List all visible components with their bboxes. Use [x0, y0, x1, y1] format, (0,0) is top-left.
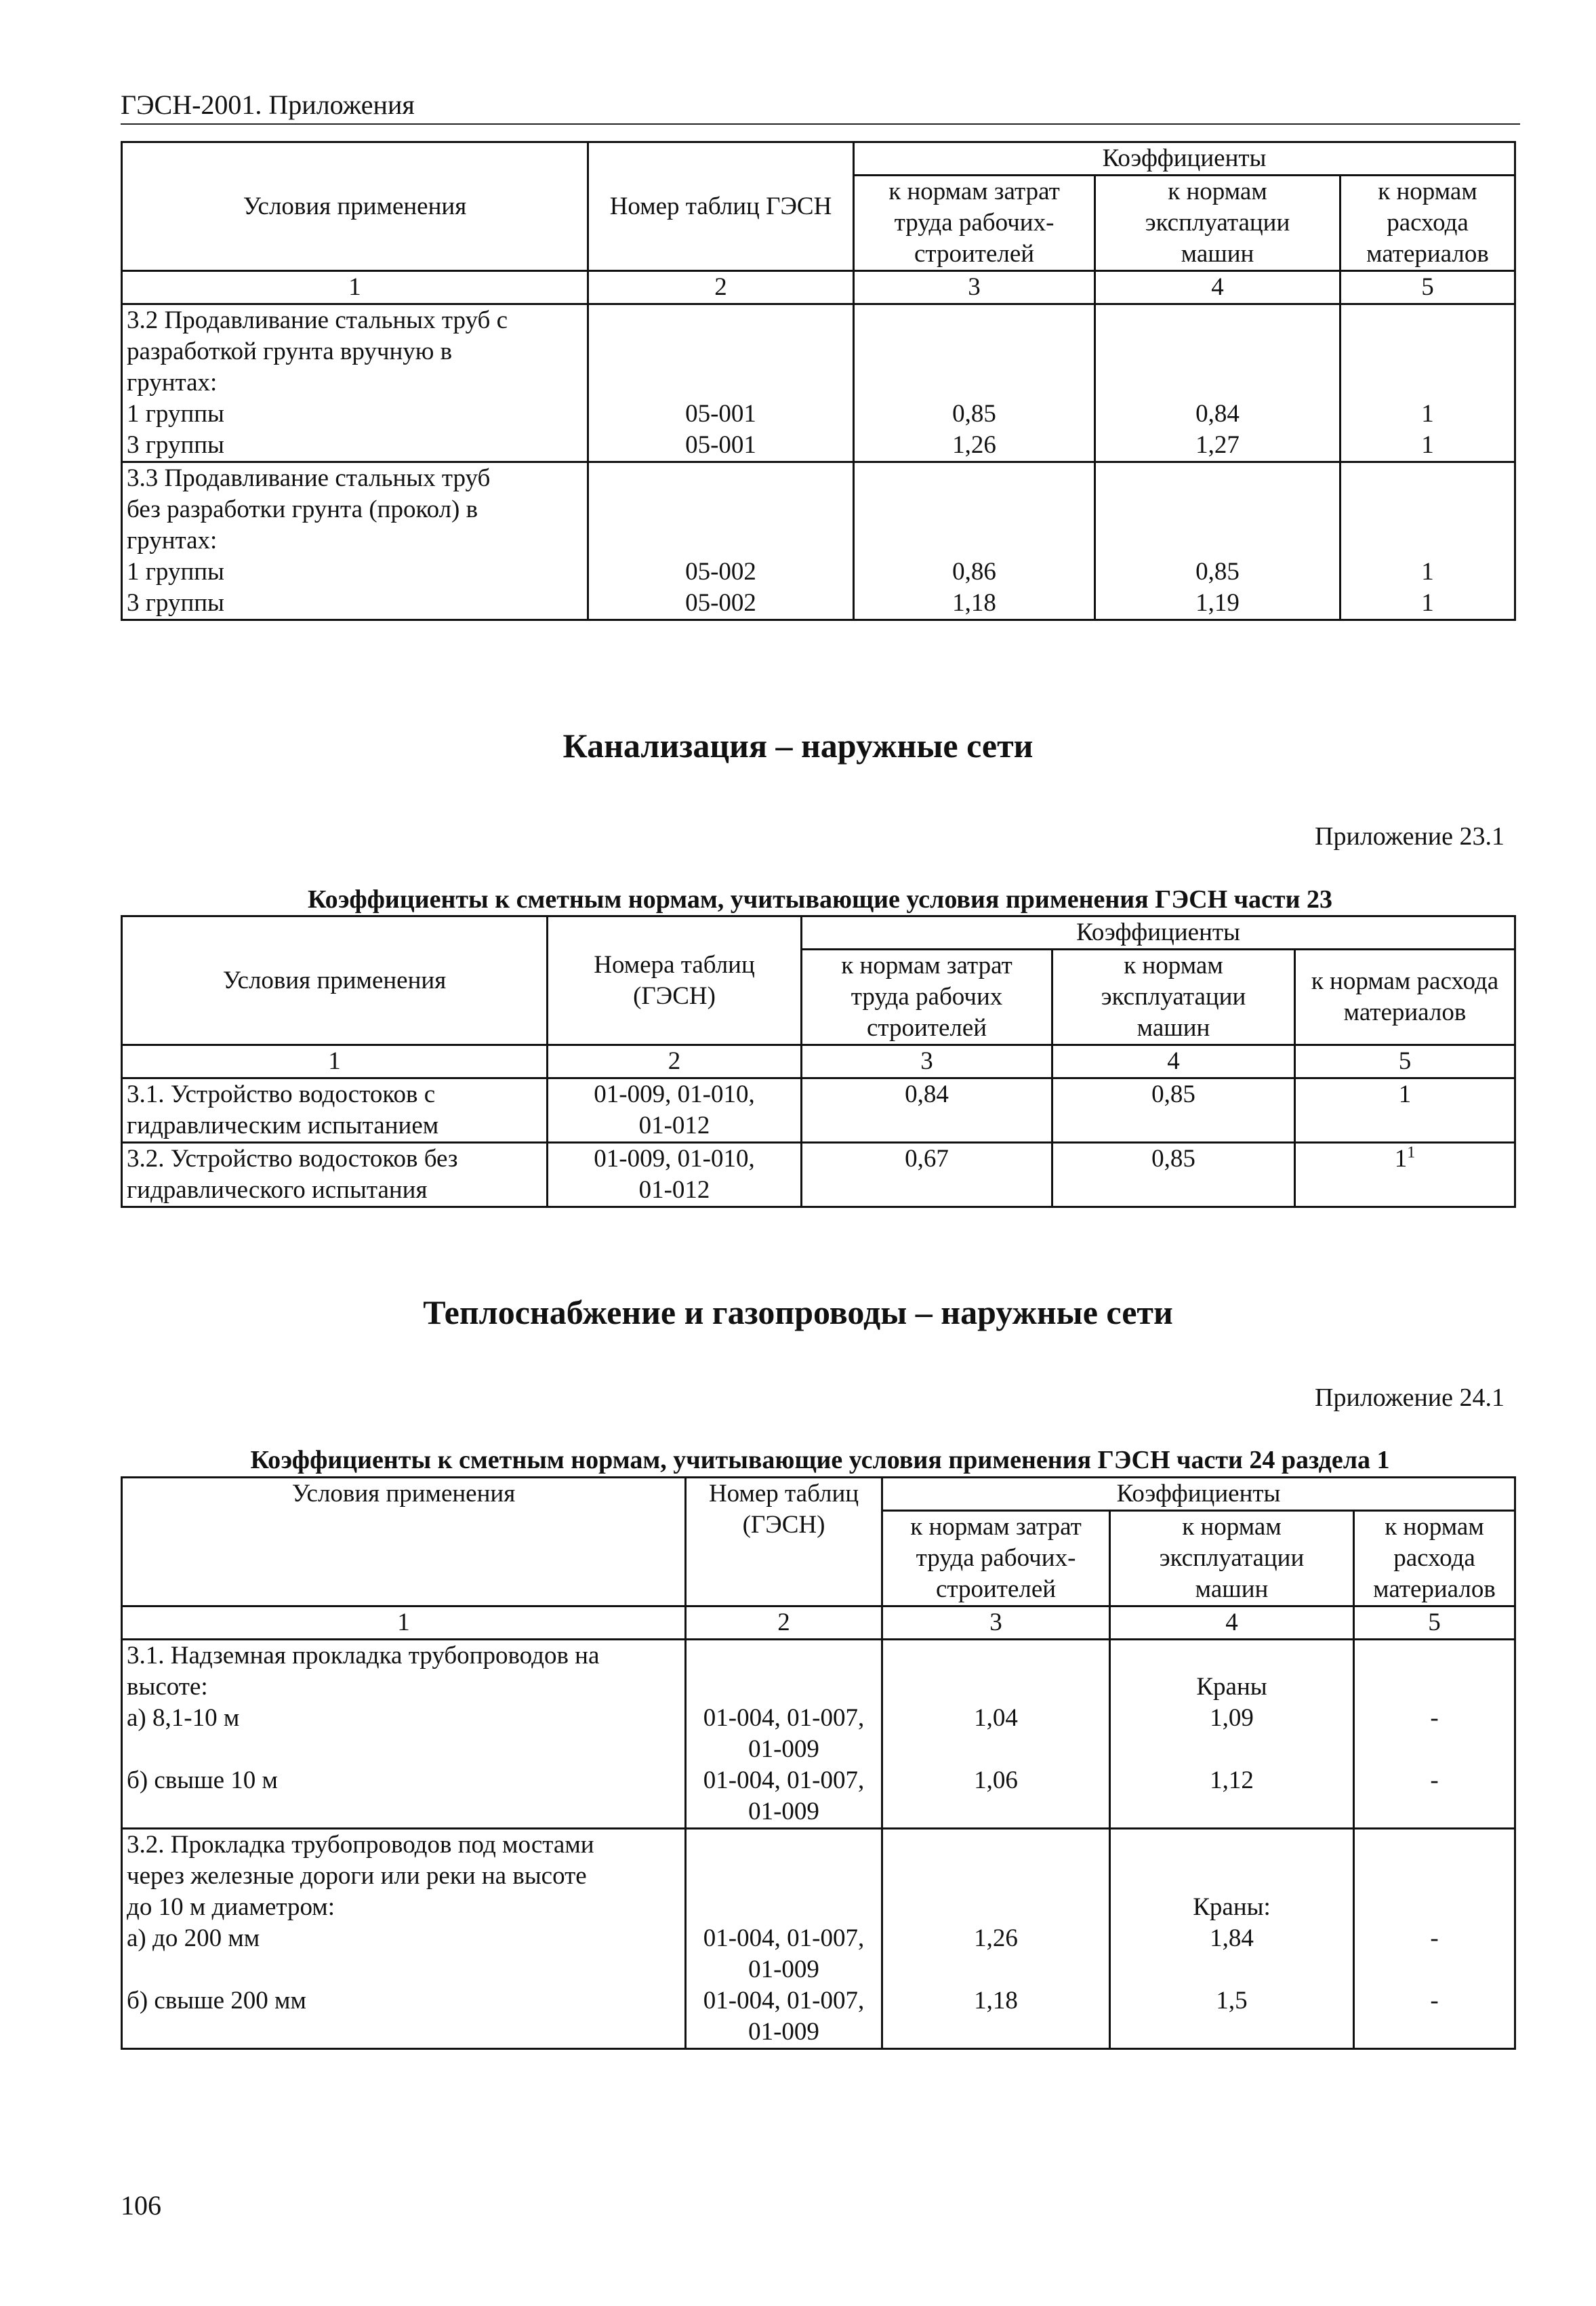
row-conditions: 3.3 Продавливание стальных труб без разработки грунта (прокол) в грунтах: 1 группы 3 группы [122, 462, 588, 620]
column-number-row: 1 2 3 4 5 [122, 1045, 1515, 1078]
section-title-sewerage: Канализация – наружные сети [562, 727, 1034, 765]
table-row [122, 1829, 1515, 2049]
row-table-no: 01-004, 01-007, 01-009 01-004, 01-007, 01-009 [686, 1640, 882, 1829]
row-table-no: 01-009, 01-010, 01-012 [548, 1143, 802, 1207]
footnote-mark: 1 [1407, 1144, 1416, 1162]
col-header-table-no: Номер таблиц ГЭСН [588, 142, 854, 271]
table-row [122, 304, 1515, 462]
row-labor: 0,67 [802, 1143, 1052, 1207]
col-header-labor: к нормам затрат труда рабочих- строителей [854, 176, 1095, 271]
col-header-coefficients: Коэффициенты [802, 916, 1515, 950]
row-table-no: 01-004, 01-007, 01-009 01-004, 01-007, 01-009 [686, 1829, 882, 2049]
row-materials: 1 1 [1341, 462, 1515, 620]
table-sewerage [121, 915, 1516, 1208]
row-labor: 1,04 1,06 [882, 1640, 1110, 1829]
col-header-materials: к нормам расхода материалов [1295, 950, 1515, 1045]
row-machines: Краны: 1,84 1,5 [1110, 1829, 1354, 2049]
running-header: ГЭСН-2001. Приложения [121, 89, 1520, 125]
col-header-labor: к нормам затрат труда рабочих строителей [802, 950, 1052, 1045]
row-conditions: 3.2 Продавливание стальных труб с разработкой грунта вручную в грунтах: 1 группы 3 группы [122, 304, 588, 462]
row-materials: - - [1354, 1640, 1515, 1829]
row-machines: 0,85 [1052, 1078, 1295, 1143]
col-header-materials: к нормам расхода материалов [1341, 176, 1515, 271]
col-header-coefficients: Коэффициенты [854, 142, 1515, 176]
table-header-row [122, 916, 1515, 950]
table-caption-23: Коэффициенты к сметным нормам, учитывающие условия применения ГЭСН части 23 [308, 885, 1332, 914]
row-machines: 0,85 1,19 [1095, 462, 1341, 620]
table-header-row [122, 1478, 1515, 1511]
row-labor: 0,85 1,26 [854, 304, 1095, 462]
col-header-machines: к нормам эксплуатации машин [1110, 1511, 1354, 1606]
row-table-no: 05-001 05-001 [588, 304, 854, 462]
column-number-row: 1 2 3 4 5 [122, 271, 1515, 304]
table-heating-gas [121, 1476, 1516, 2050]
row-materials: 1 1 [1341, 304, 1515, 462]
row-labor: 0,84 [802, 1078, 1052, 1143]
col-header-table-no: Номер таблиц (ГЭСН) [686, 1478, 882, 1606]
row-materials: 1 [1295, 1078, 1515, 1143]
col-header-conditions: Условия применения [122, 1478, 686, 1606]
table-row [122, 462, 1515, 620]
row-conditions: 3.1. Устройство водостоков с гидравлическим испытанием [122, 1078, 548, 1143]
row-machines: 0,85 [1052, 1143, 1295, 1207]
col-header-conditions: Условия применения [122, 142, 588, 271]
row-conditions: 3.1. Надземная прокладка трубопроводов на высоте: а) 8,1-10 м б) свыше 10 м [122, 1640, 686, 1829]
appendix-label-24-1: Приложение 24.1 [1315, 1383, 1505, 1412]
col-header-table-no: Номера таблиц (ГЭСН) [548, 916, 802, 1045]
col-header-machines: к нормам эксплуатации машин [1095, 176, 1341, 271]
row-conditions: 3.2. Прокладка трубопроводов под мостами через железные дороги или реки на высоте до 10 м диаметром: а) до 200 мм б) свыше 200 мм [122, 1829, 686, 2049]
column-number-row: 1 2 3 4 5 [122, 1606, 1515, 1640]
page-number: 106 [121, 2190, 161, 2221]
col-header-labor: к нормам затрат труда рабочих- строителей [882, 1511, 1110, 1606]
appendix-label-23-1: Приложение 23.1 [1315, 822, 1505, 851]
cranes-note: Краны: [1193, 1893, 1271, 1921]
col-header-coefficients: Коэффициенты [882, 1478, 1515, 1511]
table-row [122, 1078, 1515, 1143]
table-header-row [122, 142, 1515, 176]
row-labor: 0,86 1,18 [854, 462, 1095, 620]
section-title-heating-gas: Теплоснабжение и газопроводы – наружные сети [423, 1293, 1173, 1331]
col-header-conditions: Условия применения [122, 916, 548, 1045]
row-machines: 0,84 1,27 [1095, 304, 1341, 462]
col-header-machines: к нормам эксплуатации машин [1052, 950, 1295, 1045]
row-labor: 1,26 1,18 [882, 1829, 1110, 2049]
row-table-no: 05-002 05-002 [588, 462, 854, 620]
table-pipe-jacking [121, 141, 1516, 621]
cranes-note: Краны [1196, 1673, 1267, 1701]
row-machines: Краны 1,09 1,12 [1110, 1640, 1354, 1829]
row-materials: - - [1354, 1829, 1515, 2049]
table-row [122, 1640, 1515, 1829]
row-conditions: 3.2. Устройство водостоков без гидравлического испытания [122, 1143, 548, 1207]
table-caption-24: Коэффициенты к сметным нормам, учитывающие условия применения ГЭСН части 24 раздела 1 [250, 1446, 1390, 1474]
table-row [122, 1143, 1515, 1207]
col-header-materials: к нормам расхода материалов [1354, 1511, 1515, 1606]
row-table-no: 01-009, 01-010, 01-012 [548, 1078, 802, 1143]
row-materials: $1^1$ [1295, 1143, 1515, 1207]
